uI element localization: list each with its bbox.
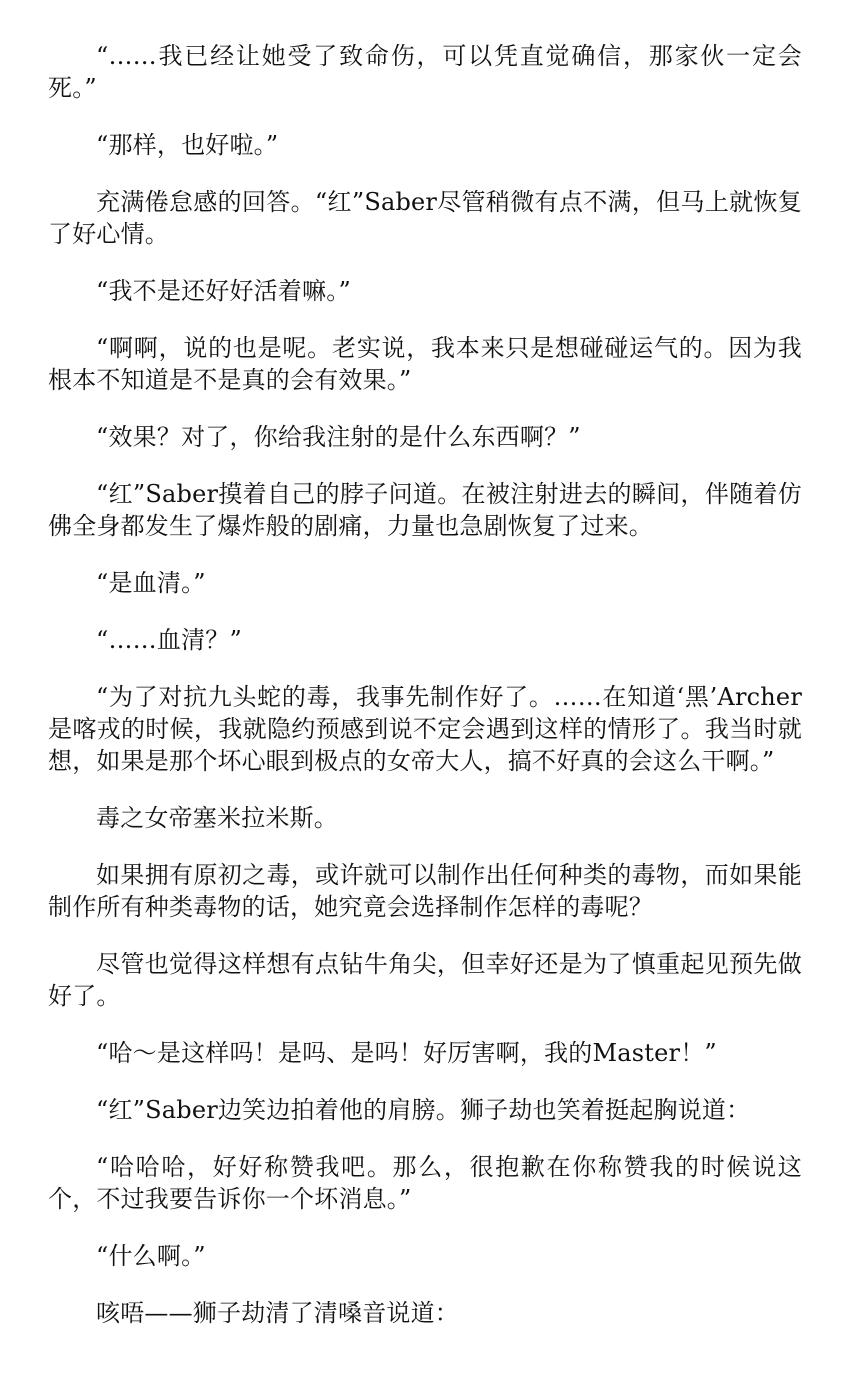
- paragraph: 尽管也觉得这样想有点钻牛角尖，但幸好还是为了慎重起见预先做好了。: [48, 950, 802, 1010]
- paragraph: “……血清？”: [96, 626, 242, 654]
- paragraph: 咳唔——狮子劫清了清嗓音说道：: [96, 1299, 459, 1327]
- paragraph: “哈～是这样吗！是吗、是吗！好厉害啊，我的Master！”: [96, 1039, 717, 1067]
- paragraph: 如果拥有原初之毒，或许就可以制作出任何种类的毒物，而如果能制作所有种类毒物的话，她究竟会选择制作怎样的毒呢？: [48, 861, 802, 921]
- paragraph: “我不是还好好活着嘛。”: [96, 277, 351, 305]
- paragraph: “红”Saber边笑边拍着他的肩膀。狮子劫也笑着挺起胸说道：: [96, 1096, 751, 1124]
- paragraph: “啊啊，说的也是呢。老实说，我本来只是想碰碰运气的。因为我根本不知道是不是真的会有效果。”: [48, 334, 802, 394]
- paragraph: “是血清。”: [96, 569, 206, 597]
- paragraph: “什么啊。”: [96, 1242, 206, 1270]
- paragraph: “那样，也好啦。”: [96, 131, 279, 159]
- paragraph: “为了对抗九头蛇的毒，我事先制作好了。……在知道‘黑’Archer是喀戎的时候，我就隐约预感到说不定会遇到这样的情形了。我当时就想，如果是那个坏心眼到极点的女帝大人，搞不好真的会这么干啊。”: [48, 683, 802, 775]
- paragraph: “哈哈哈，好好称赞我吧。那么，很抱歉在你称赞我的时候说这个，不过我要告诉你一个坏消息。”: [48, 1153, 802, 1213]
- paragraph: 充满倦怠感的回答。“红”Saber尽管稍微有点不满，但马上就恢复了好心情。: [48, 188, 802, 248]
- paragraph: 毒之女帝塞米拉米斯。: [96, 804, 338, 832]
- paragraph: “效果？对了，你给我注射的是什么东西啊？”: [96, 423, 581, 451]
- paragraph: “红”Saber摸着自己的脖子问道。在被注射进去的瞬间，伴随着仿佛全身都发生了爆炸般的剧痛，力量也急剧恢复了过来。: [48, 480, 802, 540]
- paragraph: “……我已经让她受了致命伤，可以凭直觉确信，那家伙一定会死。”: [48, 42, 802, 102]
